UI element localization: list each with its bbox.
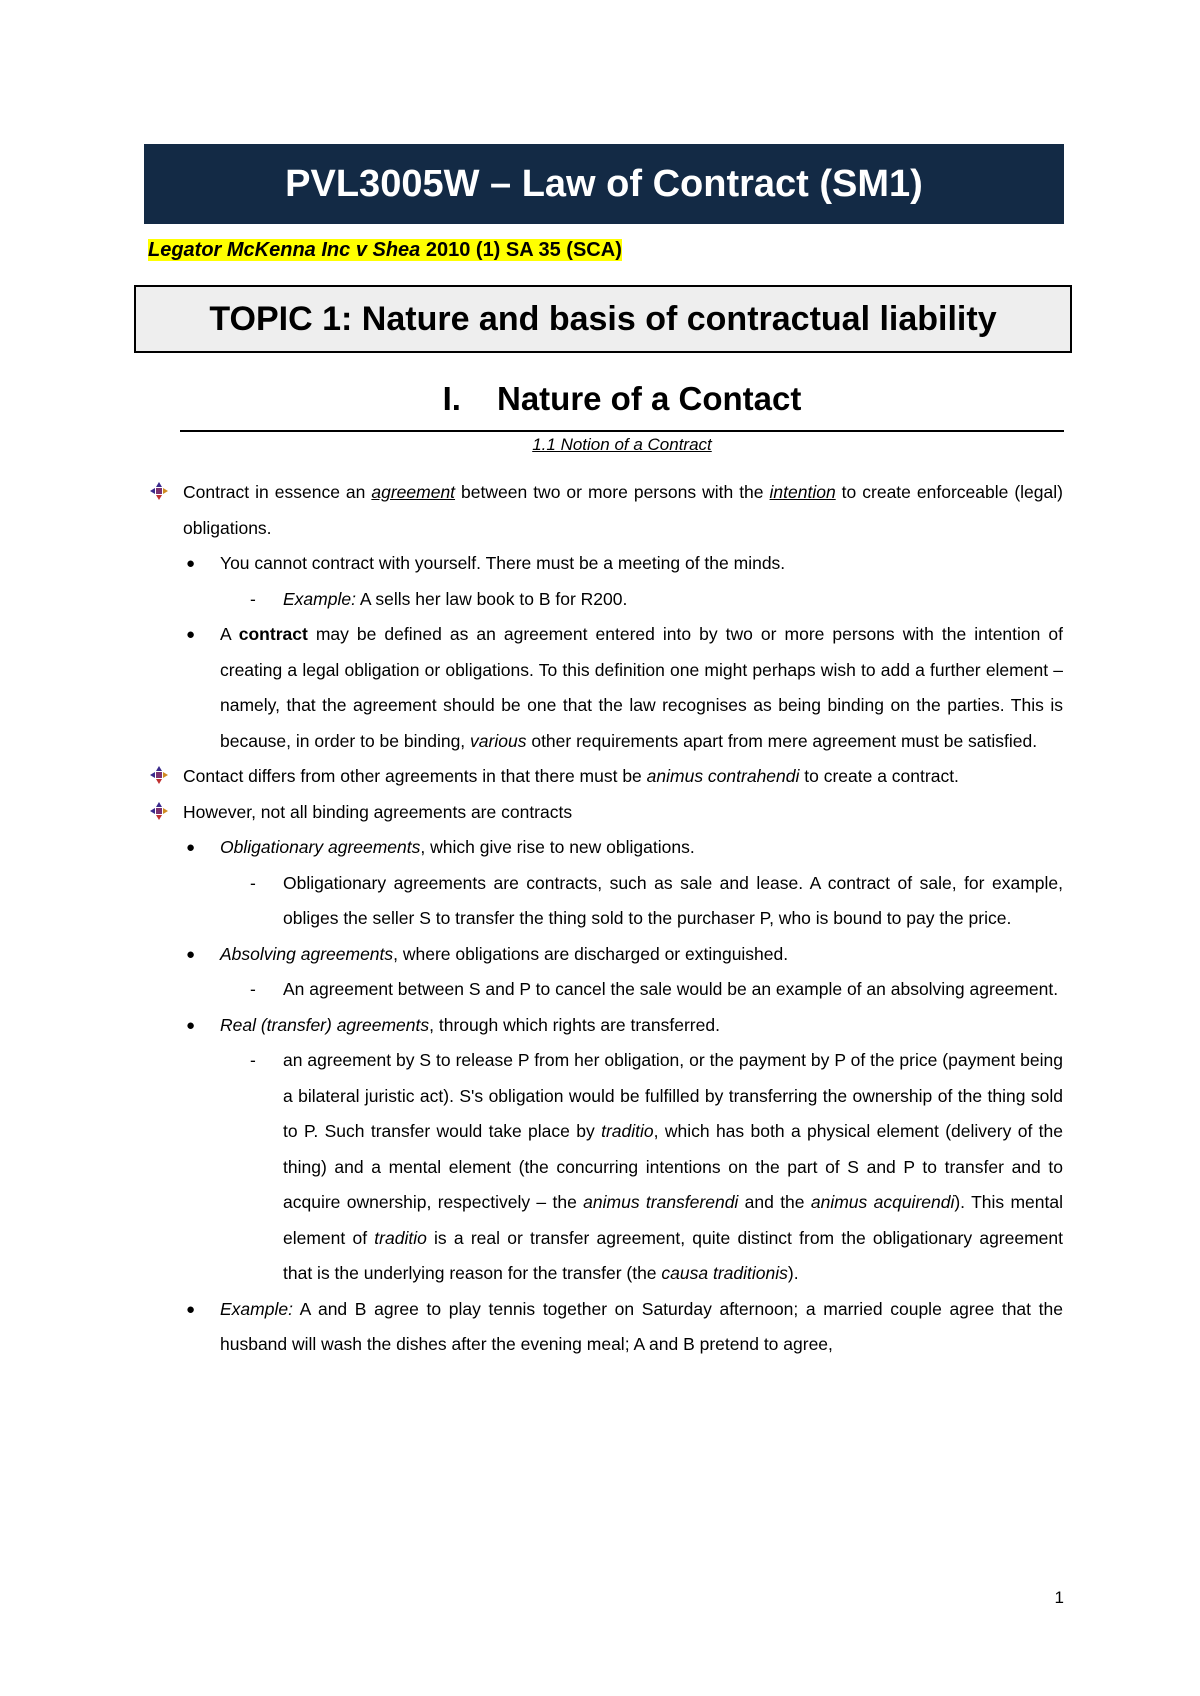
arrow-bullet-icon bbox=[150, 802, 168, 820]
case-reference bbox=[148, 236, 622, 264]
list-item bbox=[0, 617, 1200, 759]
list-item bbox=[0, 546, 1200, 582]
list-item-text: Example: A and B agree to play tennis together on Saturday afternoon; a married couple agree that the husband will wash the dishes after the evening meal; A and B pretend to agree, bbox=[220, 1298, 1063, 1354]
list-item-text: Contract in essence an agreement between two or more persons with the intention to create enforceable (legal) obligations. bbox=[183, 482, 1063, 538]
dash-icon: - bbox=[250, 1050, 256, 1070]
dash-icon: - bbox=[250, 872, 256, 893]
case-citation: 2010 (1) SA 35 (SCA) bbox=[420, 239, 622, 261]
dash-icon: - bbox=[250, 979, 256, 999]
page-number: 1 bbox=[1054, 1588, 1064, 1607]
list-item-text: A contract may be defined as an agreement entered into by two or more persons with the intention of creating a legal obligation or obligations. To this definition one might perhaps wish to add a further element – namely, that the agreement should be one that the law recognises as being binding on the parties. This is because, in order to be binding, various other requirements apart from mere agreement must be satisfied. bbox=[220, 624, 1063, 751]
section-heading bbox=[180, 368, 1064, 432]
list-item-text: Obligationary agreements are contracts, such as sale and lease. A contract of sale, for example, obliges the seller S to transfer the thing sold to the purchaser P, who is bound to pay the price. bbox=[283, 872, 1063, 928]
list-item-text: Example: A sells her law book to B for R200. bbox=[283, 588, 628, 609]
list-item-text: Real (transfer) agreements, through which rights are transferred. bbox=[220, 1014, 720, 1035]
list-item bbox=[0, 1008, 1200, 1044]
topic-title: TOPIC 1: Nature and basis of contractual liability bbox=[209, 299, 997, 338]
arrow-bullet-icon bbox=[150, 766, 168, 784]
solid-dot-icon: ● bbox=[186, 945, 196, 963]
list-item bbox=[0, 972, 1200, 1008]
list-item-text: You cannot contract with yourself. There must be a meeting of the minds. bbox=[220, 553, 786, 573]
list-item-text: Obligationary agreements, which give rise to new obligations. bbox=[220, 837, 695, 857]
list-item-text: An agreement between S and P to cancel the sale would be an example of an absolving agreement. bbox=[283, 979, 1059, 999]
list-item bbox=[0, 937, 1200, 973]
list-item bbox=[0, 795, 1200, 831]
solid-dot-icon: ● bbox=[186, 839, 196, 856]
document-body bbox=[0, 475, 1200, 1363]
course-title-banner bbox=[144, 144, 1064, 224]
subsection-heading: 1.1 Notion of a Contract bbox=[532, 435, 712, 454]
list-item-text: Absolving agreements, where obligations are discharged or extinguished. bbox=[220, 943, 789, 964]
list-item bbox=[0, 759, 1200, 795]
section-title: Nature of a Contact bbox=[496, 380, 802, 417]
list-item bbox=[0, 1292, 1200, 1363]
arrow-bullet-icon bbox=[150, 482, 168, 500]
solid-dot-icon: ● bbox=[186, 1016, 196, 1034]
topic-heading-box bbox=[134, 285, 1072, 353]
list-item bbox=[0, 866, 1200, 937]
dash-icon: - bbox=[250, 588, 256, 609]
list-item bbox=[0, 582, 1200, 618]
list-item bbox=[0, 830, 1200, 866]
list-item bbox=[0, 475, 1200, 546]
list-item-text: However, not all binding agreements are contracts bbox=[183, 801, 573, 822]
course-title: PVL3005W – Law of Contract (SM1) bbox=[285, 162, 923, 205]
solid-dot-icon: ● bbox=[186, 555, 196, 572]
solid-dot-icon: ● bbox=[186, 1300, 196, 1318]
case-name: Legator McKenna Inc v Shea bbox=[148, 239, 421, 261]
list-item-text: an agreement by S to release P from her obligation, or the payment by P of the price (payment being a bilateral juristic act). S's obligation would be fulfilled by transferring the ownership of the thing sold to P. Such transfer would take place by traditio, which has both a physical element (delivery of the thing) and a mental element (the concurring intentions on the part of S and P to transfer and to acquire ownership, respectively – the animus transferendi and the animus acquirendi). This mental element of traditio is a real or transfer agreement, quite distinct from the obligationary agreement that is the underlying reason for the transfer (the causa traditionis). bbox=[283, 1050, 1064, 1283]
list-item-text: Contact differs from other agreements in that there must be animus contrahendi to create a contract. bbox=[183, 766, 959, 786]
list-item bbox=[0, 1043, 1200, 1292]
section-number: I. bbox=[442, 380, 461, 417]
solid-dot-icon: ● bbox=[186, 626, 196, 643]
